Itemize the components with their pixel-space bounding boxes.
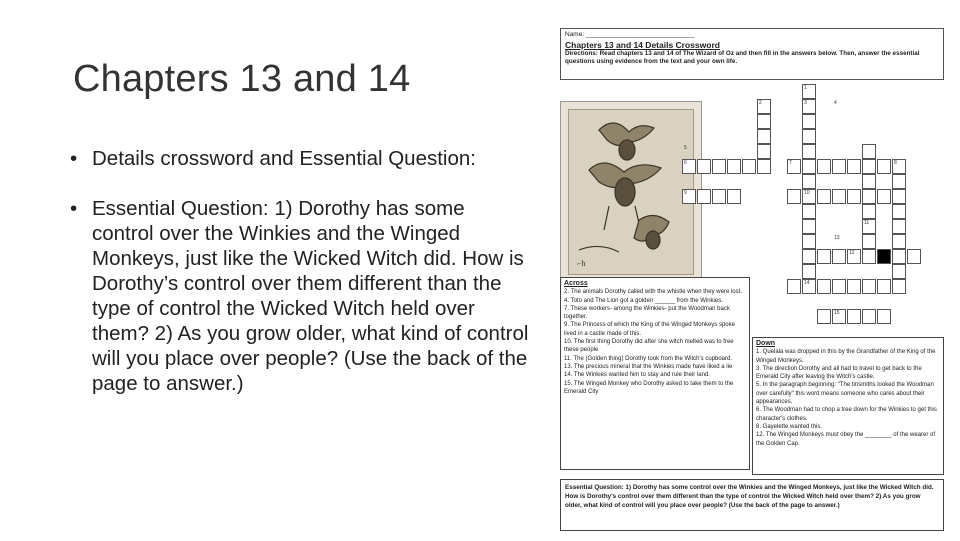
worksheet-image (557, 24, 948, 541)
crossword-cell (787, 279, 801, 294)
worksheet-title: Chapters 13 and 14 Details Crossword (565, 39, 720, 50)
crossword-cell (892, 279, 906, 294)
crossword-cell (817, 189, 831, 204)
clue-number: 9 (684, 190, 687, 196)
clue-number: 3 (804, 100, 807, 106)
crossword-cell (817, 279, 831, 294)
crossword-cell (892, 189, 906, 204)
crossword-cell (877, 249, 891, 264)
across-clue: 13. The precious mineral that the Winkies made have liked a lie (564, 363, 733, 370)
across-clue: 2. The animals Dorothy called with the whistle when they were lost. (564, 289, 742, 296)
crossword-cell (907, 249, 921, 264)
crossword-cell (817, 249, 831, 264)
crossword-cell (862, 234, 876, 249)
crossword-cell (892, 249, 906, 264)
crossword-cell (862, 159, 876, 174)
crossword-cell (697, 159, 711, 174)
clue-number: 8 (894, 160, 897, 166)
clue-number: 2 (759, 100, 762, 106)
across-clue: 10. The first thing Dorothy did after she witch melted was to free these people (564, 339, 734, 354)
across-clues (560, 277, 750, 470)
crossword-cell (862, 279, 876, 294)
down-clue: 8. Gayelette wanted this. (756, 423, 823, 430)
bullet-glyph: • (70, 197, 78, 220)
crossword-cell (802, 219, 816, 234)
across-clue: 14. The Winkies wanted him to stay and rule their land. (564, 372, 710, 379)
crossword-cell (757, 144, 771, 159)
down-clue: 6. The Woodman had to chop a tree down for the Winkies to get this character's clothes. (756, 407, 937, 422)
clue-number: 14 (804, 280, 810, 286)
crossword-cell (712, 189, 726, 204)
crossword-cell (892, 219, 906, 234)
crossword-cell (802, 129, 816, 144)
down-clue: 12. The Winged Monkeys must obey the ________ of the wearer of the Golden Cap. (756, 432, 935, 447)
crossword-cell (862, 174, 876, 189)
crossword-cell (802, 159, 816, 174)
crossword-cell (802, 264, 816, 279)
crossword-cell (802, 174, 816, 189)
crossword-cell (877, 159, 891, 174)
crossword-cell (832, 279, 846, 294)
crossword-cell (847, 309, 861, 324)
clue-number: 15 (834, 310, 840, 316)
worksheet-header (560, 28, 944, 80)
across-heading: Across (564, 280, 588, 287)
clue-number: 12 (849, 250, 855, 256)
bullet-item (70, 196, 530, 396)
winged-monkeys-drawing (569, 110, 693, 274)
clue-number: 10 (804, 190, 810, 196)
down-heading: Down (756, 340, 776, 347)
crossword-cell (832, 159, 846, 174)
crossword-cell (847, 159, 861, 174)
clue-number: 4 (834, 100, 837, 106)
bullet-text: Essential Question: 1) Dorothy has some control over the Winkies and the Winged Monkeys, just like the Wicked Witch did. How is Dorothy’s control over them different than the type of control the Wicked Witch held over them? 2) As you grow older, what kind of control will you place over people? (Use the back of the page to answer.) (92, 197, 529, 395)
svg-text:⌐h: ⌐h (577, 259, 586, 268)
crossword-cell (712, 159, 726, 174)
crossword-cell (727, 159, 741, 174)
bullet-list (70, 146, 530, 421)
crossword-cell (877, 189, 891, 204)
crossword-cell (787, 189, 801, 204)
crossword-cell (727, 189, 741, 204)
clue-number: 1 (804, 85, 807, 91)
crossword-cell (847, 189, 861, 204)
down-clue: 5. In the paragraph beginning: "The tinsmiths looked the Woodman over carefully" this word means someone who cares about their appearances. (756, 382, 934, 406)
bullet-text: Details crossword and Essential Question: (92, 147, 476, 170)
crossword-cell (892, 234, 906, 249)
crossword-cell (832, 249, 846, 264)
crossword-cell (877, 309, 891, 324)
crossword-cell (757, 159, 771, 174)
crossword-cell (862, 144, 876, 159)
crossword-cell (862, 309, 876, 324)
across-clue: 15. The Winged Monkey who Dorothy asked to take them to the Emerald City (564, 380, 734, 395)
down-clue: 3. The direction Dorothy and all had to travel to get back to the Emerald City after leaving the Witch's castle. (756, 365, 922, 381)
down-clues (752, 337, 944, 475)
crossword-cell (742, 159, 756, 174)
name-label: Name: ______________________________ (565, 31, 695, 38)
winged-monkeys-illustration (560, 101, 702, 283)
slide-title: Chapters 13 and 14 (73, 58, 411, 100)
crossword-cell (817, 159, 831, 174)
across-clue: 11. The (Golden thing) Dorothy took from the Witch's cupboard. (564, 355, 733, 362)
crossword-cell (757, 129, 771, 144)
crossword-cell (892, 174, 906, 189)
crossword-cell (862, 204, 876, 219)
crossword-cell (802, 234, 816, 249)
crossword-cell (802, 114, 816, 129)
crossword-cell (802, 204, 816, 219)
clue-number: 5 (684, 145, 687, 151)
crossword-cell (862, 249, 876, 264)
crossword-cell (817, 309, 831, 324)
crossword-cell (802, 144, 816, 159)
crossword-cell (892, 264, 906, 279)
bullet-item (70, 146, 530, 171)
crossword-cell (847, 279, 861, 294)
crossword-cell (877, 279, 891, 294)
crossword-cell (862, 189, 876, 204)
across-clue: 9. The Princess of which the King of the Winged Monkeys spoke lived in a castle made of this. (564, 322, 735, 337)
crossword-cell (892, 204, 906, 219)
clue-number: 6 (684, 160, 687, 166)
crossword-cell (757, 114, 771, 129)
down-clue: 1. Quelala was dropped in this by the Grandfather of the King of the Winged Monkeys. (756, 349, 936, 364)
bullet-glyph: • (70, 147, 78, 170)
across-clue: 7. These workers- among the Winkies- put the Woodman back together. (564, 305, 730, 321)
across-clue: 4. Toto and The Lion got a golden ______ from the Winkies. (564, 297, 723, 304)
crossword-cell (832, 189, 846, 204)
essential-question-box: Essential Question: 1) Dorothy has some control over the Winkies and the Winged Monkeys, just like the Wicked Witch did. How is Dorothy's control over them different than the type of control the Wicked Witch held over them? 2) As you grow older, what kind of control will you place over people? (Use the back of the page to answer.) (560, 479, 944, 531)
clue-number: 13 (834, 235, 840, 241)
crossword-cell (802, 249, 816, 264)
worksheet-directions: Directions: Read chapters 13 and 14 of The Wizard of Oz and then fill in the answers below. Then, answer the essential questions using evidence from the text and your own life. (565, 49, 920, 65)
clue-number: 7 (789, 160, 792, 166)
crossword-cell (697, 189, 711, 204)
clue-number: 11 (864, 220, 870, 226)
